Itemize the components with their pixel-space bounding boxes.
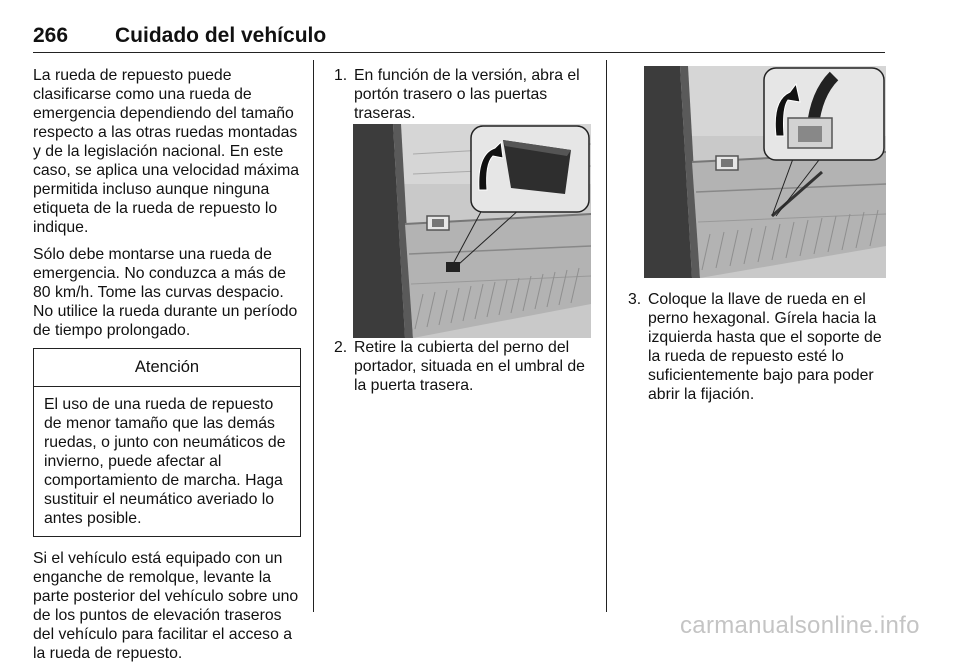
step-number: 1. <box>334 67 348 84</box>
notice-body: El uso de una rueda de repuesto de menor tamaño que las demás ruedas, o junto con neumáticos de invierno, puede afectar al comportamiento de marcha. Haga sustituir el neumático averiado lo antes posible. <box>44 396 286 527</box>
step-text: Coloque la llave de rueda en el perno hexagonal. Gírela hacia la izquierda hasta que el soporte de la rueda de repuesto esté lo suficientemente bajo para poder abrir la fijación. <box>648 291 882 403</box>
step-number: 2. <box>334 339 348 356</box>
page-number: 266 <box>33 24 69 47</box>
column-left <box>33 66 301 671</box>
step-text: Retire la cubierta del perno del portador, situada en el umbral de la puerta trasera. <box>354 339 585 394</box>
step-1 <box>334 66 594 123</box>
step-text: En función de la versión, abra el portón trasero o las puertas traseras. <box>354 67 580 122</box>
column-right <box>628 290 890 404</box>
paragraph-emergency-wheel: La rueda de repuesto puede clasificarse como una rueda de emergencia dependiendo del tamaño respecto a las otras ruedas montadas y de la legislación nacional. En este caso, se aplica una velocidad máxima permitida incluso aunque ninguna etiqueta de la rueda de repuesto lo indique. <box>33 67 300 236</box>
notice-title: Atención <box>34 349 300 387</box>
step-3 <box>628 290 890 404</box>
column-divider <box>313 60 314 612</box>
step-number: 3. <box>628 291 642 308</box>
section-title: Cuidado del vehículo <box>115 24 327 47</box>
paragraph-tow-hitch: Si el vehículo está equipado con un enganche de remolque, levante la parte posterior del vehículo sobre uno de los puntos de elevación traseros del vehículo para facilitar el acceso a la rueda de repuesto. <box>33 550 299 662</box>
page-header <box>33 22 885 53</box>
paragraph-speed-limit: Sólo debe montarse una rueda de emergencia. No conduzca a más de 80 km/h. Tome las curvas despacio. No utilice la rueda durante un período de tiempo prolongado. <box>33 246 298 339</box>
wheel-wrench-illustration <box>644 66 886 278</box>
step-2 <box>334 338 594 395</box>
column-divider <box>606 60 607 612</box>
watermark: carmanualsonline.info <box>680 612 920 639</box>
notice-box <box>33 348 301 537</box>
sill-cover-illustration <box>353 124 591 338</box>
